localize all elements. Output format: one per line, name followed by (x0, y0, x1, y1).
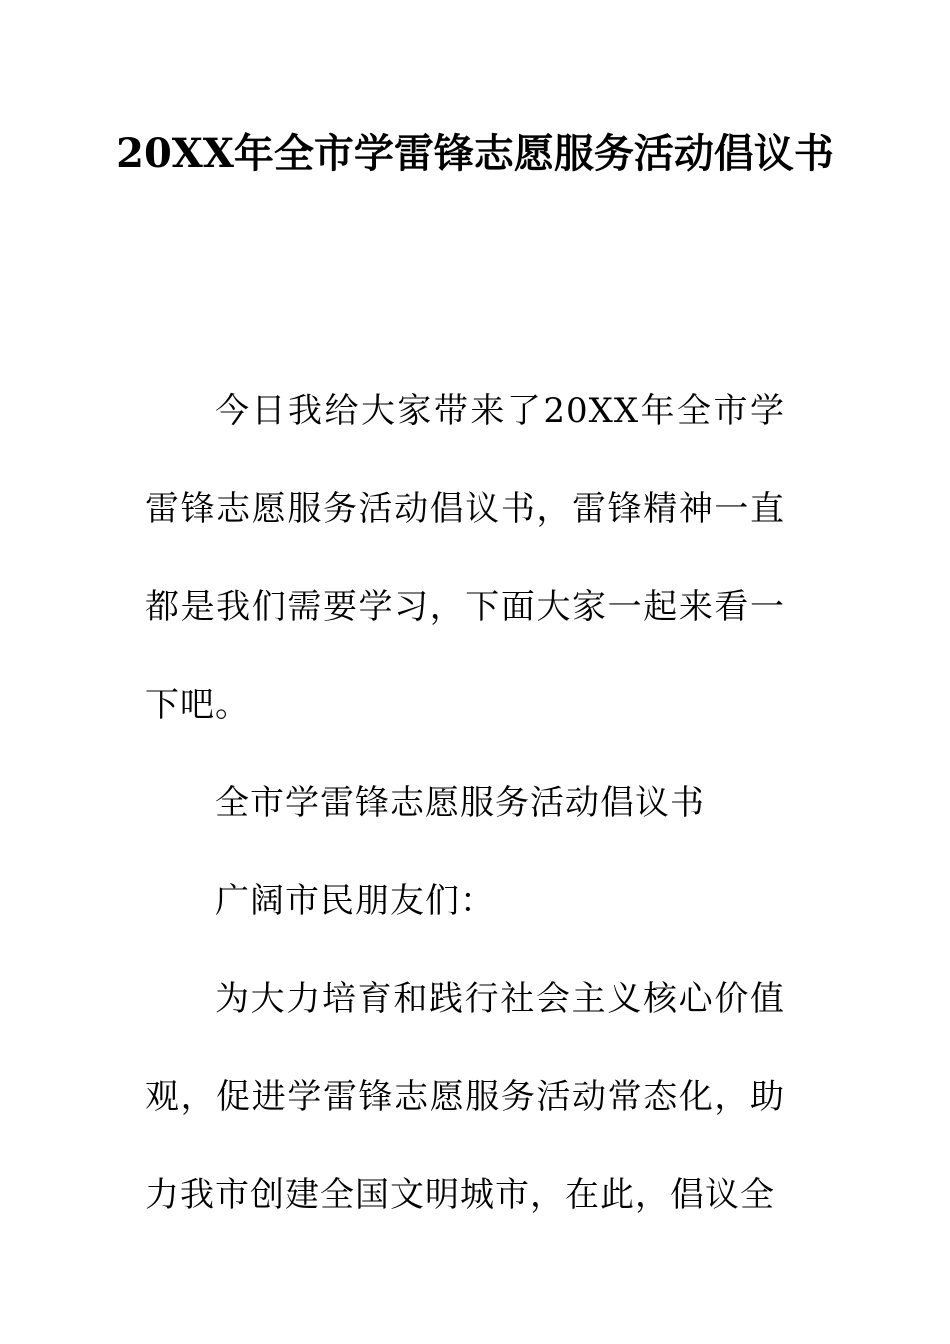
intro-paragraph: 今日我给大家带来了20XX年全市学雷锋志愿服务活动倡议书，雷锋精神一直都是我们需要学习，下面大家一起来看一下吧。 (145, 391, 785, 725)
body-paragraph: 为大力培育和践行社会主义核心价值观，促进学雷锋志愿服务活动常态化，助力我市创建全国文明城市，在此，倡议全 (145, 979, 785, 1215)
subtitle-paragraph: 全市学雷锋志愿服务活动倡议书 (215, 783, 705, 823)
document-title: 20XX年全市学雷锋志愿服务活动倡议书 (116, 130, 834, 177)
salutation-paragraph: 广阔市民朋友们： (215, 881, 495, 921)
document-body (145, 362, 785, 1244)
